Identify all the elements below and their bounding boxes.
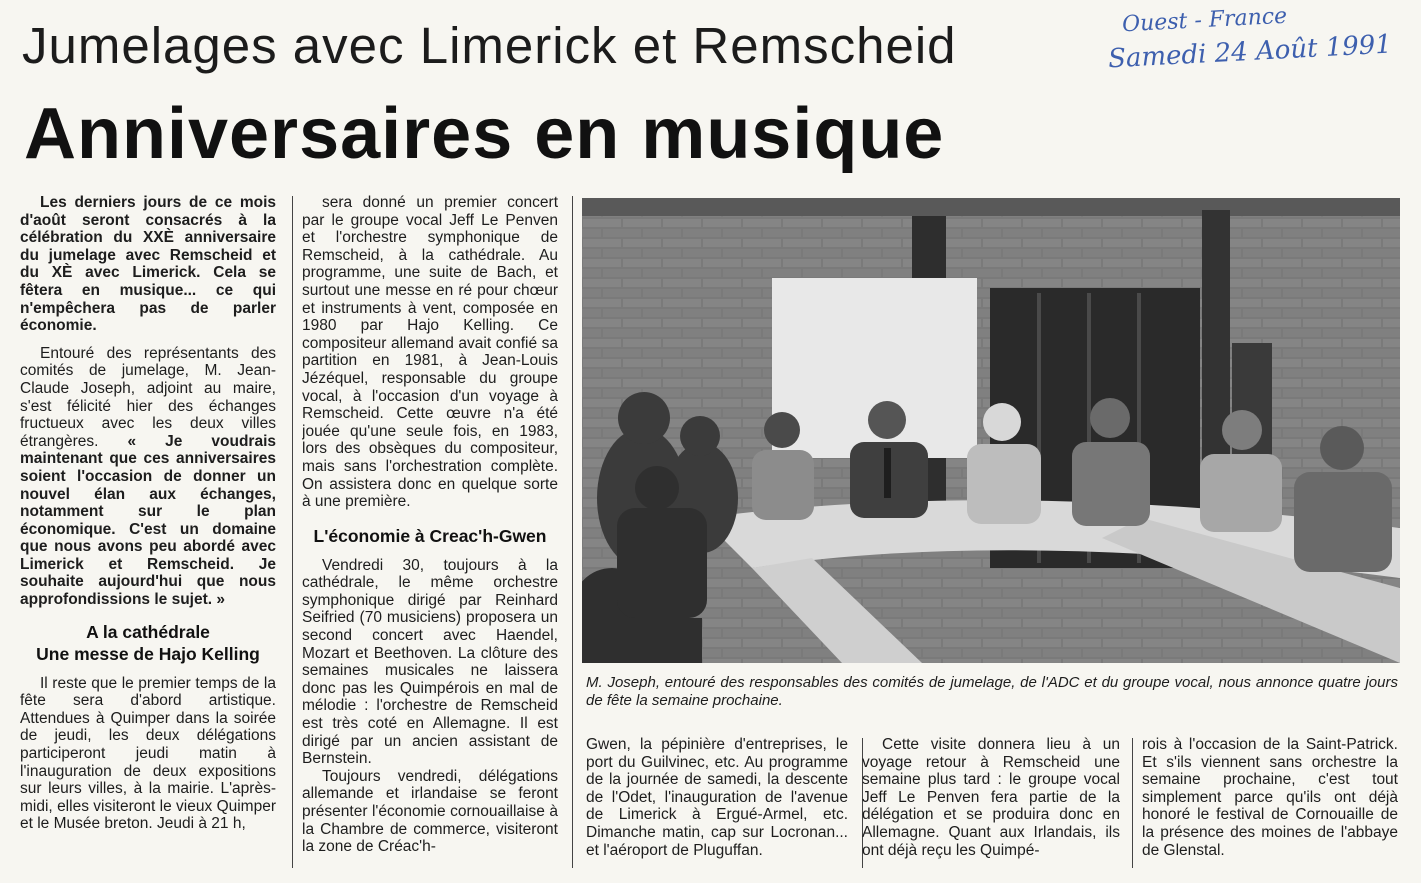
article-paragraph: Gwen, la pépinière d'entreprises, le port du Guilvinec, etc. Au programme de la journée de samedi, la descente de l'Odet, l'inauguration de l'avenue de Limerick à Ergué-Armel, etc. Dimanche matin, cap sur Locronan... et l'aéroport de Pluguffan. [586,736,848,859]
column-rule [572,196,573,868]
article-supertitle: Jumelages avec Limerick et Remscheid [22,17,957,74]
article-column-2 [302,194,558,874]
article-paragraph: Cette visite donnera lieu à un voyage retour à Remscheid une semaine plus tard : le groupe vocal Jeff Le Penven fera partie de la délégation et se produira donc en Allemagne. Quant aux Irlandais, ils ont déjà reçu les Quimpé- [862,736,1120,859]
column-rule [1132,738,1133,868]
article-title: Anniversaires en musique [24,94,945,174]
column-rule [292,196,293,868]
article-lead: Les derniers jours de ce mois d'août seront consacrés à la célébration du XXÈ anniversaire du jumelage avec Remscheid et du XÈ avec Limerick. Cela se fêtera en musique... ce qui n'empêchera pas de parler économie. [20,194,276,335]
subheading-line: A la cathédrale [86,621,210,642]
adjoint-quote: « Je voudrais maintenant que ces anniversaires soient l'occasion de donner un nouvel élan aux échanges, notamment sur le plan économique. C'est un domaine que nous avons peu abordé avec Limerick et Remscheid. Je souhaite aujourd'hui que nous approfondissions le sujet. » [20,432,276,609]
subheading-line: Une messe de Hajo Kelling [36,643,260,664]
article-paragraph: Il reste que le premier temps de la fête sera d'abord artistique. Attendues à Quimper dans la soirée de jeudi, les deux délégations participeront jeudi matin à l'inauguration de deux expositions sur leurs villes, à la mairie. L'après-midi, elles visiteront le vieux Quimper et le Musée breton. Jeudi à 21 h, [20,674,276,833]
article-paragraph: rois à l'occasion de la Saint-Patrick. Et s'ils viennent sans orchestre la semaine prochaine, c'est tout simplement parce qu'ils ont déjà honoré le festival de Cornouaille de la présence des moines de l'abbaye de Glenstal. [1142,736,1398,859]
article-paragraph: Toujours vendredi, délégations allemande et irlandaise se feront présenter l'économie cornouaillaise à la Chambre de commerce, visiteront la zone de Créac'h- [302,767,558,856]
handwritten-publication: Ouest - France [1121,3,1288,38]
meeting-photo-illustration [582,198,1400,663]
handwritten-date: Samedi 24 Août 1991 [1107,29,1393,75]
meeting-photo [582,198,1400,663]
paragraph-text: Entouré des représentants des comités de jumelage, M. Jean-Claude Joseph, adjoint au maire, s'est félicité hier des échanges fructueux avec les deux villes étrangères. [20,344,276,450]
article-paragraph [20,345,276,609]
article-column-3 [586,736,848,876]
article-column-1 [20,194,276,874]
article-column-4 [862,736,1120,876]
article-column-5 [1142,736,1398,876]
subheading-economie: L'économie à Creac'h-Gwen [313,525,547,546]
article-paragraph: Vendredi 30, toujours à la cathédrale, le même orchestre symphonique dirigé par Reinhard Seifried (70 musiciens) proposera un second concert avec Haendel, Mozart et Beethoven. La clôture des semaines musicales ne laissera donc pas les Quimpérois en mal de mélodie : l'orchestre de Remscheid est très coté en Allemagne. Il est dirigé par un ancien assistant de Bernstein. [302,556,558,768]
subheading-cathedrale [20,621,276,665]
photo-caption: M. Joseph, entouré des responsables des comités de jumelage, de l'ADC et du groupe vocal, nous annonce quatre jours de fête la semaine prochaine. [586,674,1398,709]
article-paragraph: sera donné un premier concert par le groupe vocal Jeff Le Penven et l'orchestre symphonique de Remscheid, à la cathédrale. Au programme, une suite de Bach, et surtout une messe en ré pour chœur et instruments à vent, composée en 1980 par Hajo Kelling. Ce compositeur allemand avait confié sa partition en 1981, à Jean-Louis Jézéquel, responsable du groupe vocal, à l'occasion d'un voyage à Remscheid. Cette œuvre n'a été jouée qu'une seule fois, en 1983, lors des obsèques du compositeur, mais sans l'orchestration complète. On assistera donc en quelque sorte à une première. [302,194,558,511]
